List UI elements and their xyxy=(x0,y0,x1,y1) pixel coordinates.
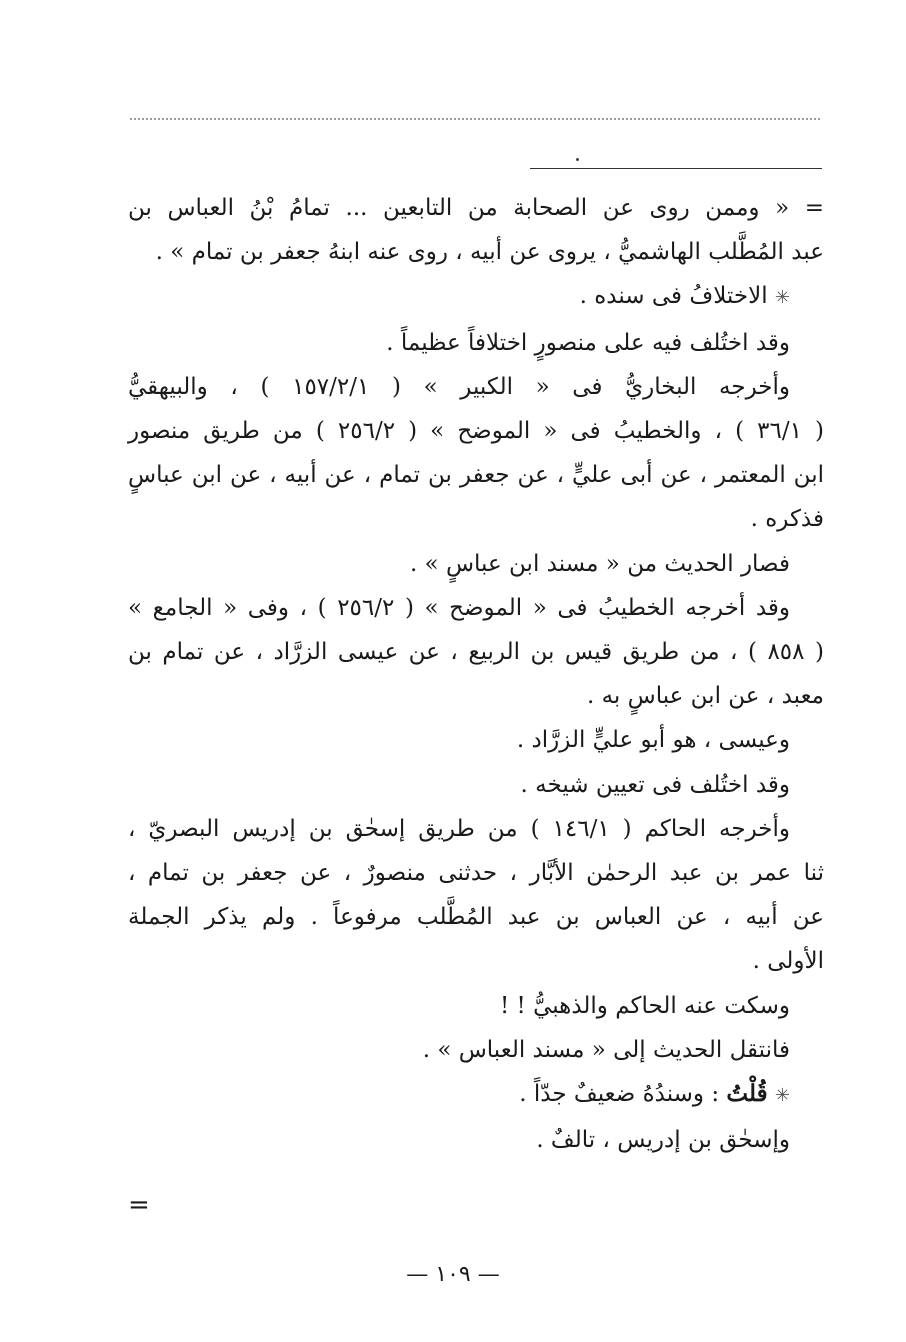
note-label: قُلْتُ xyxy=(726,1080,768,1108)
footnote-line-1: = « وممن روى عن الصحابة من التابعين ... تمامُ بْنُ العباس بن xyxy=(128,195,824,221)
paragraph-7-line-4: الأولى . xyxy=(752,948,824,975)
paragraph-6-line-1: وقد اختُلف فى تعيين شيخه . xyxy=(520,771,790,798)
rule-dot xyxy=(576,158,579,161)
paragraph-2-line-2: ( ٣٦/١ ) ، والخطيبُ فى « الموضح » ( ٢٥٦/٢ ) من طريق منصور xyxy=(128,418,824,445)
paragraph-4-line-3: معبد ، عن ابن عباسٍ به . xyxy=(586,683,824,710)
page-number: — ١٠٩ — xyxy=(406,1262,500,1287)
paragraph-4-line-2: ( ٨٥٨ ) ، من طريق قيس بن الربيع ، عن عيسى الزرَّاد ، عن تمام بن xyxy=(128,639,824,666)
paragraph-2-line-4: فذكره . xyxy=(750,506,824,533)
note-text: : وسندُهُ ضعيفٌ جدّاً . xyxy=(519,1081,720,1108)
asterisk-icon: ✳ xyxy=(774,287,790,309)
paragraph-4-line-1: وقد أخرجه الخطيبُ فى « الموضح » ( ٢٥٦/٢ ) ، وفى « الجامع » xyxy=(128,594,790,621)
header-dotted-rule xyxy=(130,118,820,120)
section-title xyxy=(128,274,824,320)
page-body xyxy=(128,186,824,1162)
asterisk-icon: ✳ xyxy=(774,1085,790,1107)
paragraph-7-line-2: ثنا عمر بن عبد الرحمٰن الأبَّار ، حدثنى منصورٌ ، عن جعفر بن تمام ، xyxy=(128,860,824,887)
section-title-text: الاختلافُ فى سنده . xyxy=(579,283,768,310)
paragraph-7-line-3: عن أبيه ، عن العباس بن عبد المُطَّلب مرفوعاً . ولم يذكر الجملة xyxy=(128,904,824,931)
paragraph-2-line-1: وأخرجه البخاريُّ فى « الكبير » ( ١٥٧/٢/١ ) ، والبيهقيُّ xyxy=(128,373,790,400)
paragraph-1-line-1: وقد اختُلف فيه على منصورٍ اختلافاً عظيماً . xyxy=(386,329,790,356)
last-paragraph: وإسحٰق بن إدريس ، تالفٌ . xyxy=(536,1127,790,1154)
paragraph-3-line-1: فصار الحديث من « مسند ابن عباسٍ » . xyxy=(409,550,790,577)
paragraph-5-line-1: وعيسى ، هو أبو عليٍّ الزرَّاد . xyxy=(516,727,790,754)
continuation-mark: = xyxy=(128,1190,150,1220)
note-line xyxy=(128,1072,824,1118)
paragraph-8-line-1: وسكت عنه الحاكم والذهبيُّ ! ! xyxy=(499,992,790,1019)
footnote-separator xyxy=(530,168,822,169)
paragraph-7-line-1: وأخرجه الحاكم ( ١٤٦/١ ) من طريق إسحٰق بن إدريس البصريّ ، xyxy=(128,815,790,842)
footnote-line-2: عبد المُطَّلب الهاشميُّ ، يروى عن أبيه ، روى عنه ابنهُ جعفر بن تمام » . xyxy=(155,239,824,266)
paragraph-9-line-1: فانتقل الحديث إلى « مسند العباس » . xyxy=(422,1036,790,1063)
paragraph-2-line-3: ابن المعتمر ، عن أبى عليٍّ ، عن جعفر بن تمام ، عن أبيه ، عن ابن عباسٍ xyxy=(128,462,824,489)
